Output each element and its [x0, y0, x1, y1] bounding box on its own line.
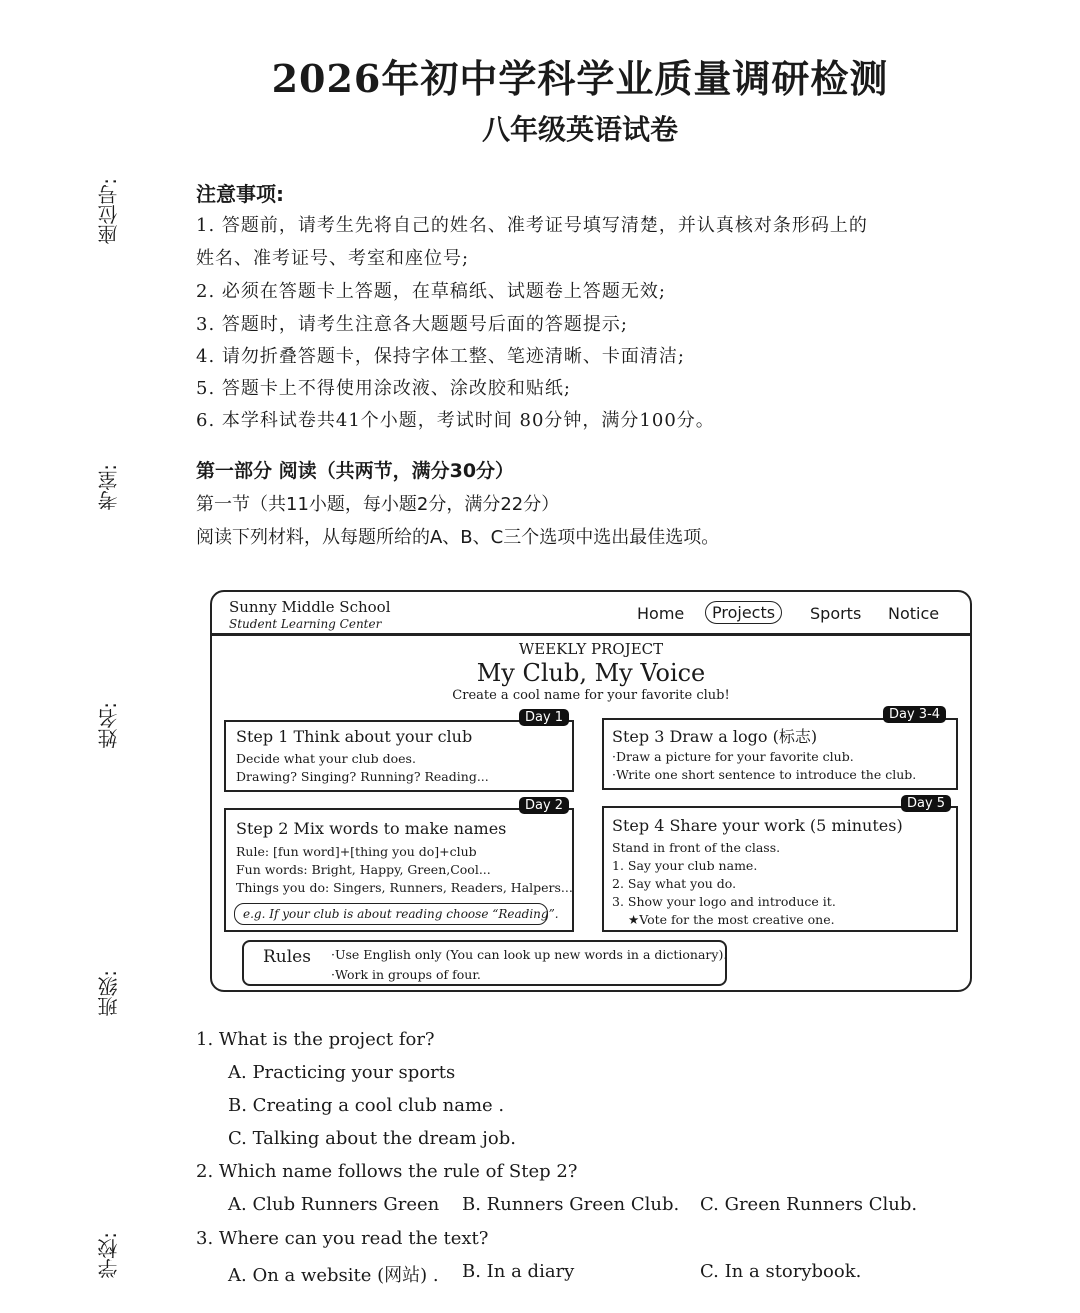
q3-option-b: B. In a diary [462, 1261, 575, 1282]
note-item: 姓名、准考证号、考室和座位号; [196, 248, 470, 269]
note-item: 5. 答题卡上不得使用涂改液、涂改胶和贴纸; [196, 378, 571, 399]
project-tagline: Create a cool name for your favorite club! [452, 688, 730, 703]
step2-example: e.g. If your club is about reading choose “Reading”. [234, 903, 548, 925]
step4-line: Stand in front of the class. [612, 840, 781, 855]
note-item: 4. 请勿折叠答题卡，保持字体工整、笔迹清晰、卡面清洁; [196, 346, 685, 367]
nav-home: Home [637, 604, 685, 623]
school-name: Sunny Middle School [229, 598, 391, 616]
step1-title: Step 1 Think about your club [236, 727, 473, 746]
step4-line: 2. Say what you do. [612, 876, 737, 891]
q3-option-a: A. On a website (网站) . [228, 1265, 439, 1286]
day-badge: Day 1 [519, 709, 569, 726]
exam-room-label: 考室: [97, 464, 121, 511]
question-2: 2. Which name follows the rule of Step 2? [196, 1161, 578, 1182]
q2-option-a: A. Club Runners Green [228, 1194, 440, 1215]
exam-title: 2026年初中学科学业质量调研检测 [271, 56, 889, 101]
school-label: 学校: [97, 1232, 121, 1279]
learning-center-name: Student Learning Center [229, 617, 382, 631]
step3-title: Step 3 Draw a logo (标志) [612, 727, 818, 746]
step4-line: ★Vote for the most creative one. [628, 912, 835, 927]
note-item: 2. 必须在答题卡上答题，在草稿纸、试题卷上答题无效; [196, 281, 666, 302]
q2-option-b: B. Runners Green Club. [462, 1194, 680, 1215]
part-heading: 第一部分 阅读（共两节，满分30分） [196, 460, 515, 482]
step2-title: Step 2 Mix words to make names [236, 819, 507, 838]
question-1: 1. What is the project for? [196, 1029, 435, 1050]
day-badge: Day 3-4 [883, 706, 946, 723]
rules-line: ·Work in groups of four. [331, 967, 481, 982]
step4-line: 3. Show your logo and introduce it. [612, 894, 836, 909]
q1-option-a: A. Practicing your sports [228, 1062, 456, 1083]
step2-line: Rule: [fun word]+[thing you do]+club [236, 844, 477, 859]
reading-instruction: 阅读下列材料，从每题所给的A、B、C三个选项中选出最佳选项。 [196, 527, 720, 548]
q1-option-c: C. Talking about the dream job. [228, 1128, 516, 1149]
step1-line: Drawing? Singing? Running? Reading... [236, 769, 489, 784]
nav-sports: Sports [810, 604, 862, 623]
note-item: 6. 本学科试卷共41个小题，考试时间 80分钟，满分100分。 [196, 410, 715, 431]
step1-line: Decide what your club does. [236, 751, 416, 766]
q1-option-b: B. Creating a cool club name . [228, 1095, 505, 1116]
rules-line: ·Use English only (You can look up new words in a dictionary). [331, 947, 728, 962]
note-item: 1. 答题前，请考生先将自己的姓名、准考证号填写清楚，并认真核对条形码上的 [196, 215, 868, 236]
exam-subtitle: 八年级英语试卷 [481, 113, 678, 146]
seat-number-label: 座位号: [97, 178, 121, 245]
weekly-project-label: WEEKLY PROJECT [518, 640, 664, 658]
day-badge: Day 2 [519, 797, 569, 814]
project-title: My Club, My Voice [476, 659, 706, 687]
section-heading: 第一节（共11小题，每小题2分，满分22分） [196, 494, 560, 515]
notes-heading: 注意事项: [196, 182, 284, 206]
day-badge: Day 5 [901, 795, 951, 812]
q3-option-c: C. In a storybook. [700, 1261, 862, 1282]
step2-line: Things you do: Singers, Runners, Readers, Halpers... [236, 880, 573, 895]
note-item: 3. 答题时，请考生注意各大题题号后面的答题提示; [196, 314, 628, 335]
step4-line: 1. Say your club name. [612, 858, 758, 873]
question-3: 3. Where can you read the text? [196, 1228, 489, 1249]
step2-line: Fun words: Bright, Happy, Green,Cool... [236, 862, 491, 877]
step3-line: ·Write one short sentence to introduce the club. [612, 767, 917, 782]
nav-notice: Notice [888, 604, 940, 623]
rules-label: Rules [263, 947, 311, 967]
q2-option-c: C. Green Runners Club. [700, 1194, 918, 1215]
nav-projects: Projects [705, 601, 782, 624]
class-label: 班级: [97, 970, 121, 1017]
student-name-label: 姓名: [97, 702, 121, 749]
step3-line: ·Draw a picture for your favorite club. [612, 749, 854, 764]
step4-title: Step 4 Share your work (5 minutes) [612, 816, 903, 835]
